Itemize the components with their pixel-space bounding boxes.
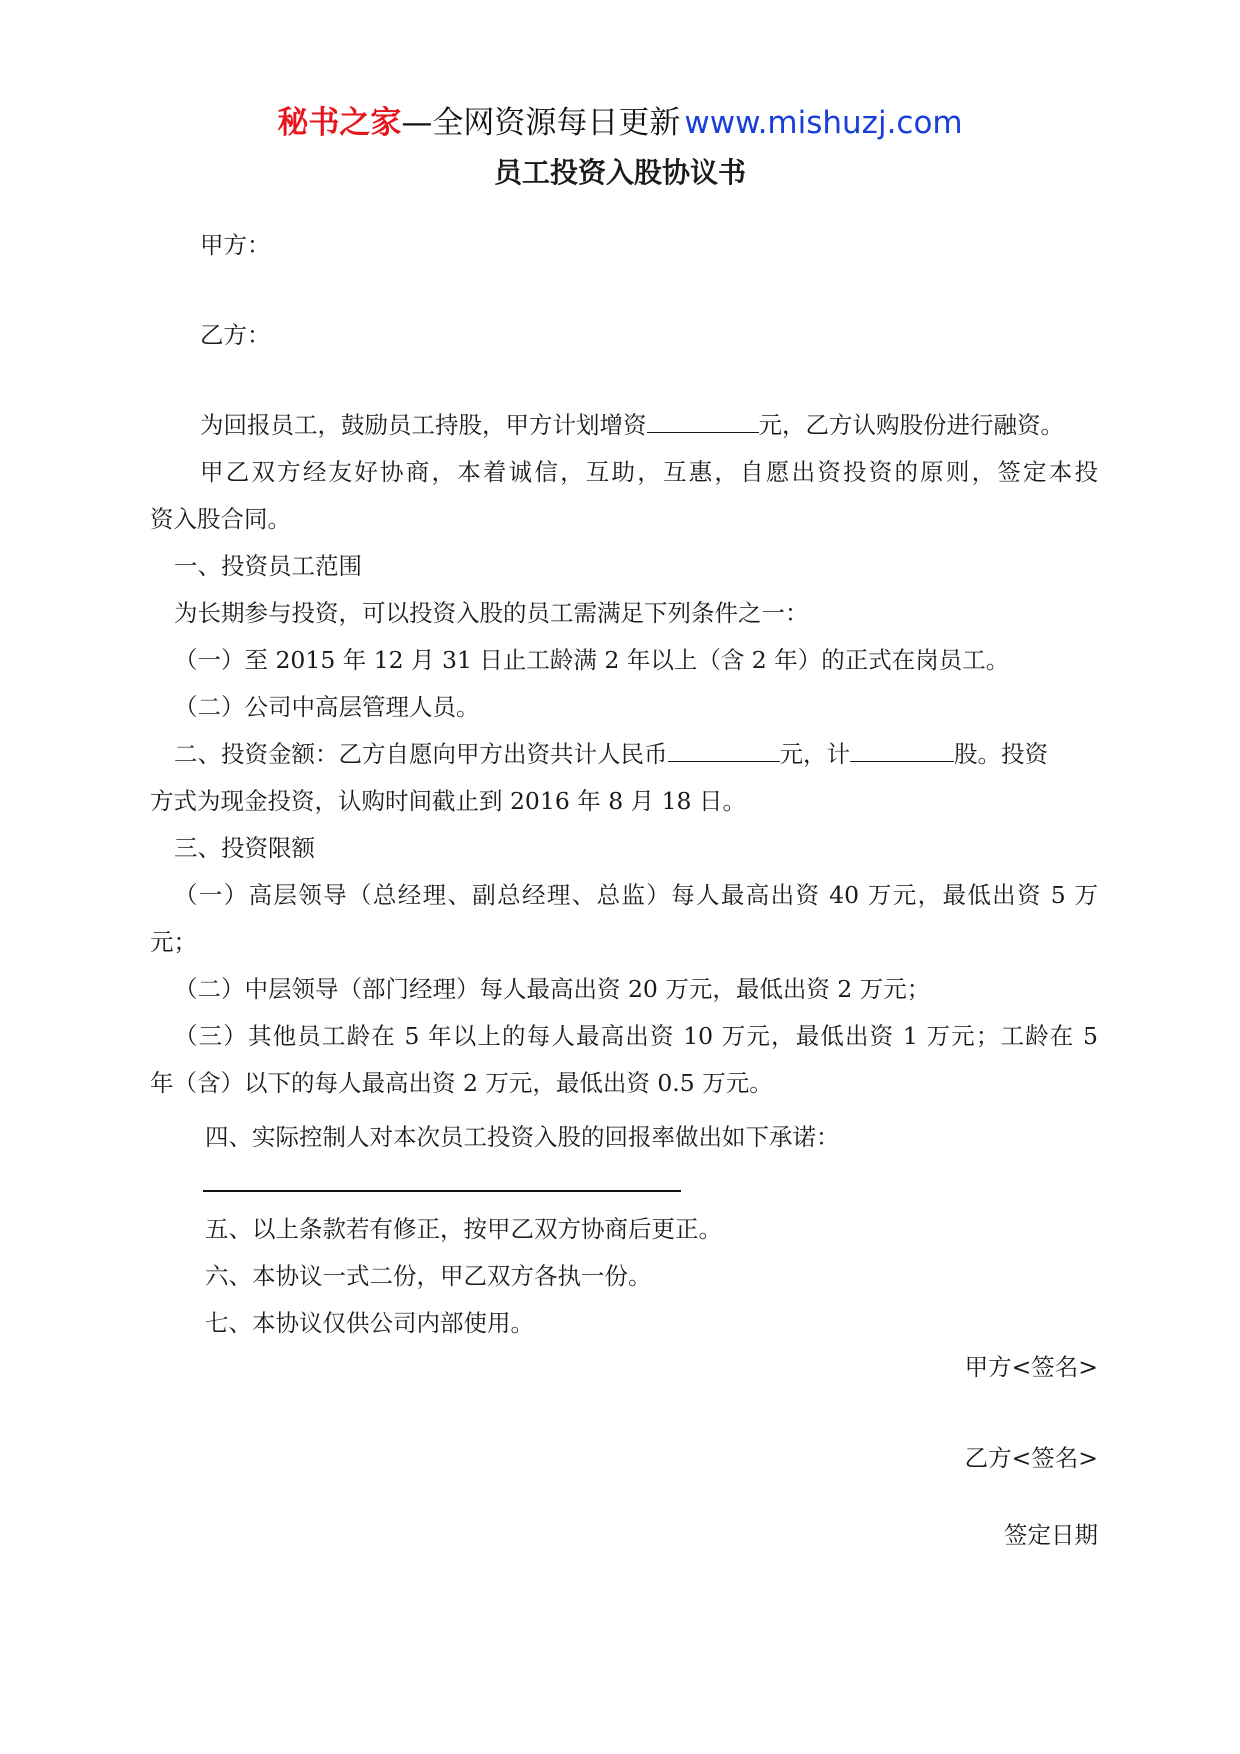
party-b-signature: 乙方<签名>: [964, 1444, 1098, 1472]
investment-amount-blank[interactable]: [668, 737, 780, 762]
share-count-blank[interactable]: [850, 737, 954, 762]
party-b-label: 乙方：: [200, 321, 271, 349]
section-3-item-1-line-1: （一）高层领导（总经理、副总经理、总监）每人最高出资 40 万元，最低出资 5 万: [174, 881, 1098, 909]
section-1-item-1: （一）至 2015 年 12 月 31 日止工龄满 2 年以上（含 2 年）的正式在岗员工。: [174, 646, 1010, 674]
commitment-blank-line[interactable]: [203, 1190, 681, 1192]
signing-date: 签定日期: [1004, 1521, 1098, 1549]
section-3-heading: 三、投资限额: [174, 834, 315, 862]
section-7: 七、本协议仅供公司内部使用。: [205, 1309, 534, 1337]
section-1-heading: 一、投资员工范围: [174, 552, 362, 580]
section-2-text-c: 股。投资: [954, 740, 1048, 768]
intro-p1-text-a: 为回报员工，鼓励员工持股，甲方计划增资: [200, 411, 647, 439]
section-2-line-2: 方式为现金投资，认购时间截止到 2016 年 8 月 18 日。: [150, 787, 746, 815]
section-3-item-3-line-2: 年（含）以下的每人最高出资 2 万元，最低出资 0.5 万元。: [150, 1069, 773, 1097]
intro-paragraph-2-line-1: 甲乙双方经友好协商，本着诚信，互助，互惠，自愿出资投资的原则，签定本投: [200, 458, 1098, 486]
section-2-line-1: [174, 737, 1098, 771]
section-3-item-1-line-2: 元；: [150, 928, 197, 956]
section-2-text-a: 二、投资金额：乙方自愿向甲方出资共计人民币: [174, 740, 668, 768]
site-header: [0, 103, 1240, 143]
section-5: 五、以上条款若有修正，按甲乙双方协商后更正。: [205, 1215, 722, 1243]
site-url[interactable]: www.mishuzj.com: [684, 105, 963, 141]
section-2-text-b: 元，计: [779, 740, 850, 768]
intro-paragraph-2-line-2: 资入股合同。: [150, 505, 291, 533]
party-a-label: 甲方：: [200, 231, 271, 259]
intro-p1-text-b: 元，乙方认购股份进行融资。: [758, 411, 1064, 439]
brand-name: 秘书之家: [277, 105, 402, 141]
capital-increase-blank[interactable]: [647, 408, 759, 433]
header-slogan: —全网资源每日更新: [401, 105, 681, 141]
section-1-text: 为长期参与投资，可以投资入股的员工需满足下列条件之一：: [174, 599, 809, 627]
intro-paragraph-1: [200, 408, 1148, 442]
section-6: 六、本协议一式二份，甲乙双方各执一份。: [205, 1262, 652, 1290]
party-a-signature: 甲方<签名>: [964, 1353, 1098, 1381]
section-3-item-2: （二）中层领导（部门经理）每人最高出资 20 万元，最低出资 2 万元；: [174, 975, 931, 1003]
section-3-item-3-line-1: （三）其他员工龄在 5 年以上的每人最高出资 10 万元，最低出资 1 万元；工龄在 5: [174, 1022, 1098, 1050]
section-1-item-2: （二）公司中高层管理人员。: [174, 693, 480, 721]
document-title: 员工投资入股协议书: [493, 156, 746, 189]
section-4: 四、实际控制人对本次员工投资入股的回报率做出如下承诺：: [205, 1123, 840, 1151]
